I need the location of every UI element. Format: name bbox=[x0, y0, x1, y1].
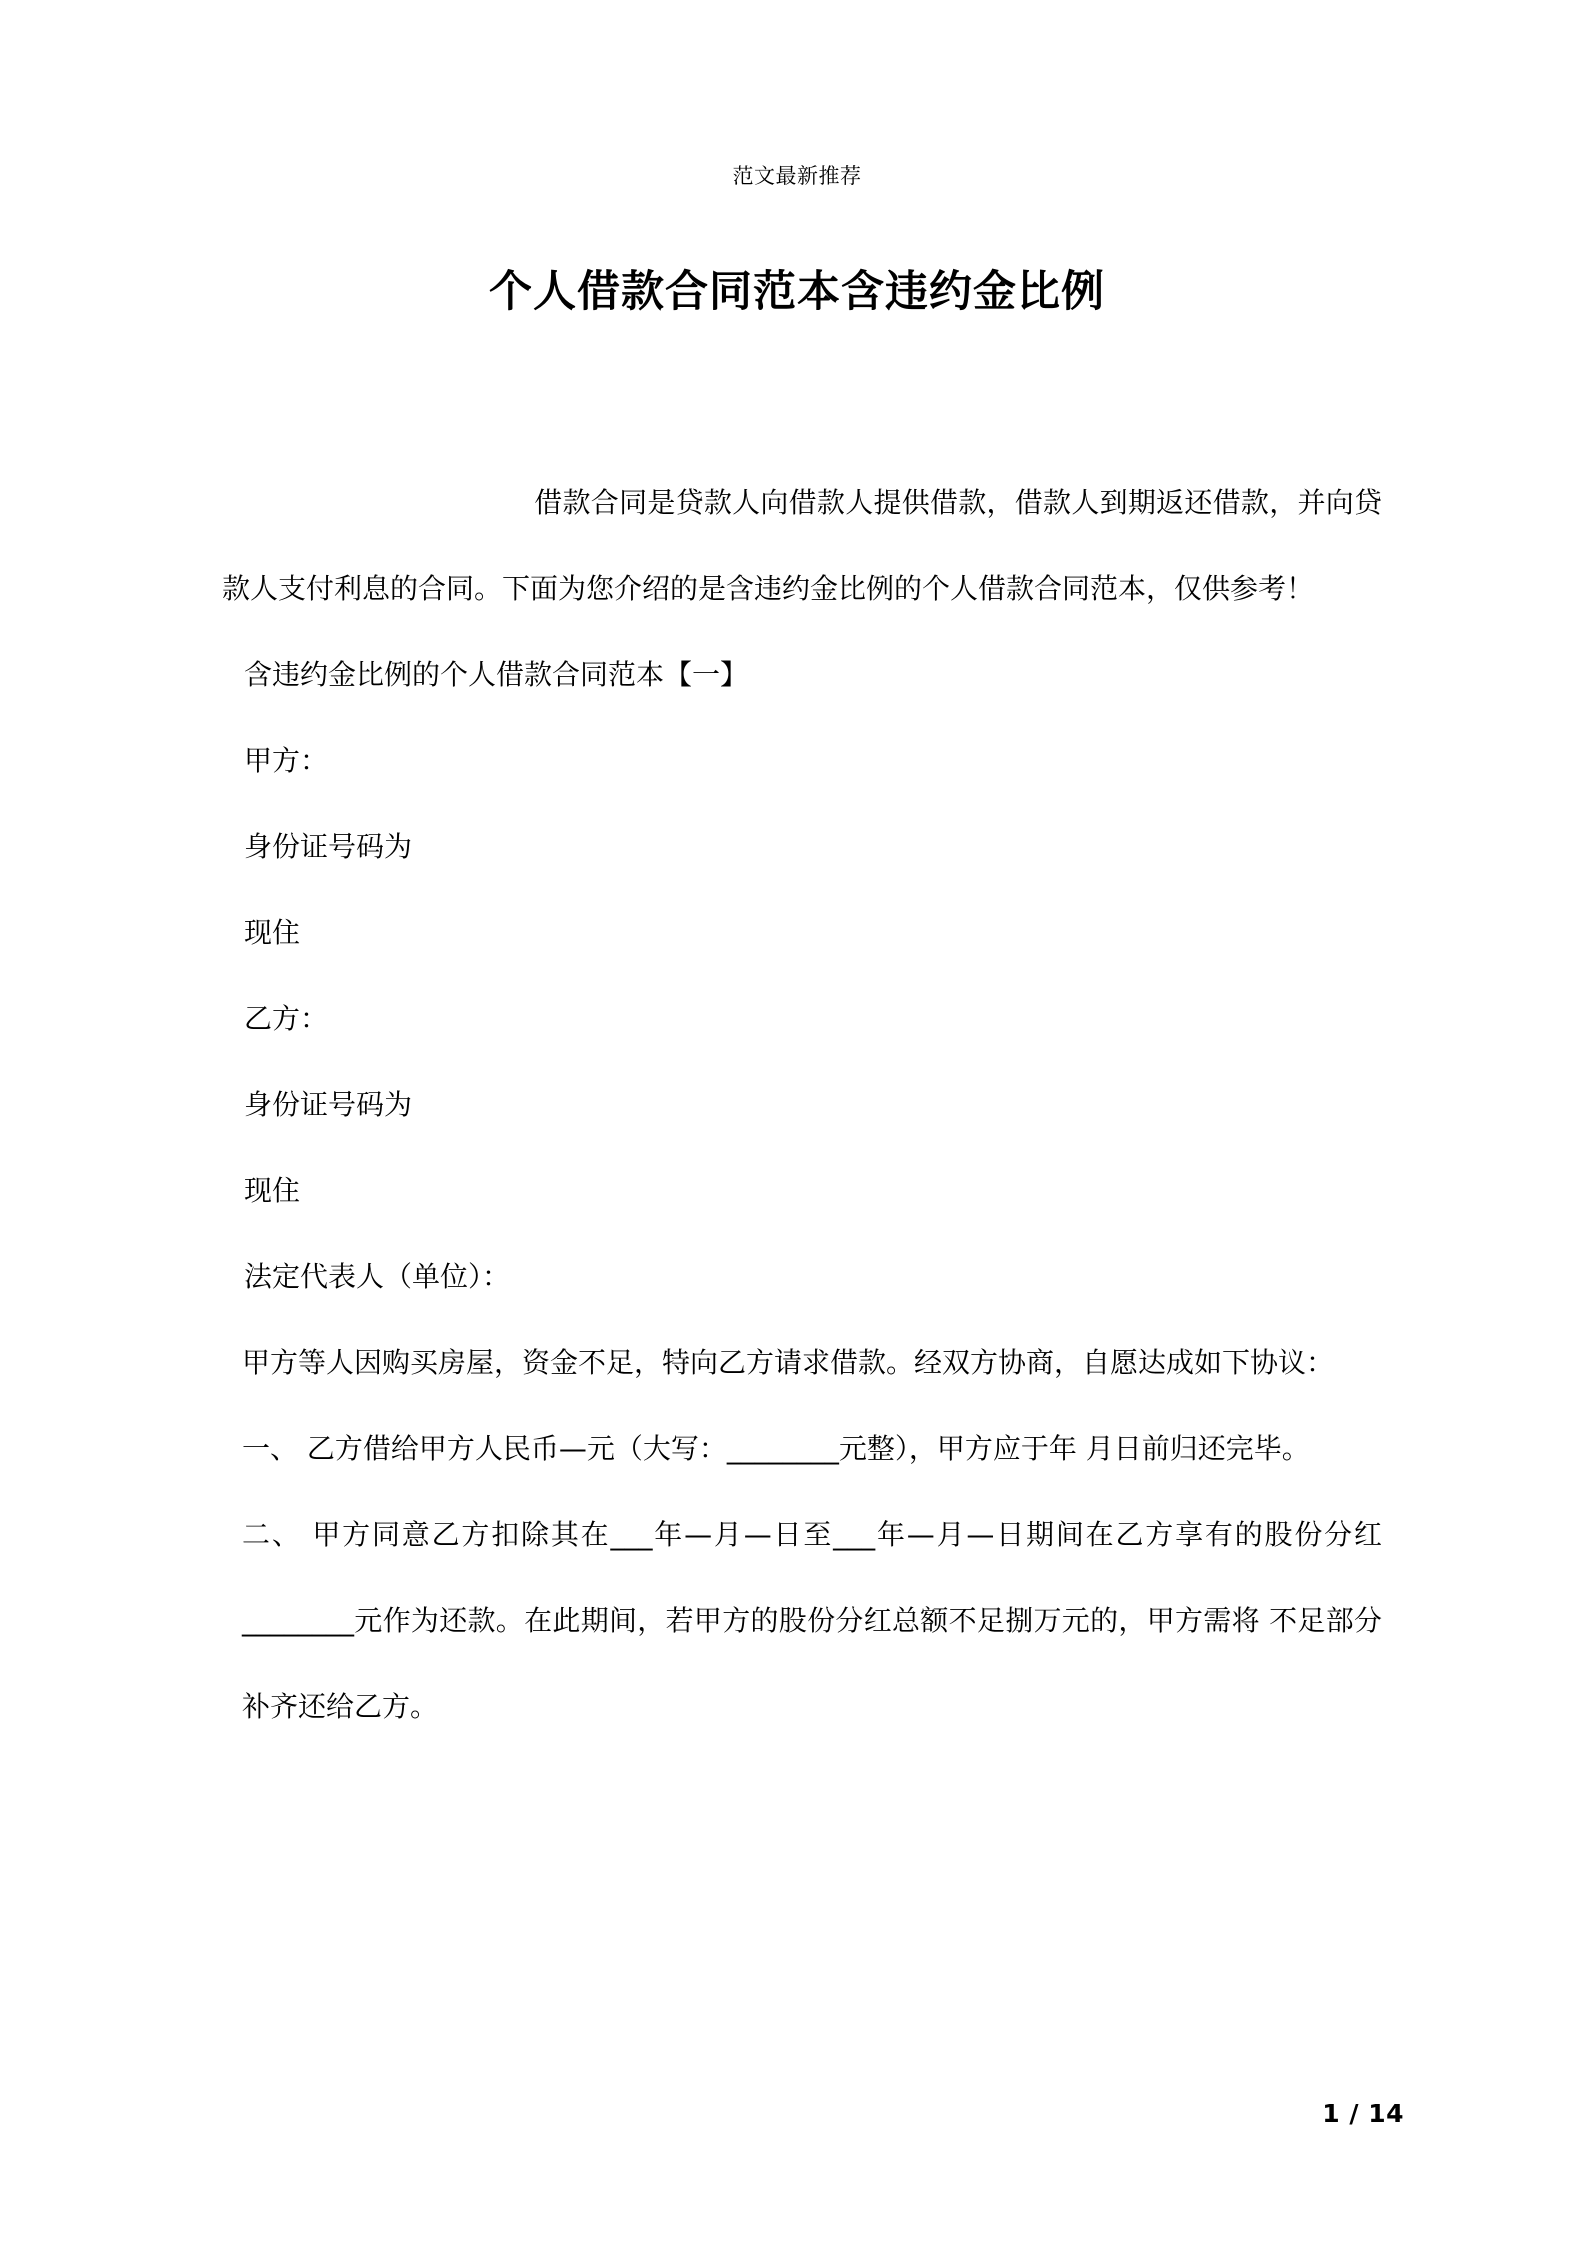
paragraph-text: 借款合同是贷款人向借款人提供借款，借款人到期返还借款，并向贷款人支付利息的合同。下面为您介绍的是含违约金比例的个人借款合同范本，仅供参考！ bbox=[222, 486, 1382, 605]
header-note: 范文最新推荐 bbox=[732, 164, 862, 188]
paragraph-party-a-address: 现住 bbox=[244, 916, 301, 949]
paragraph-preamble: 甲方等人因购买房屋，资金不足，特向乙方请求借款。经双方协商，自愿达成如下协议： bbox=[242, 1346, 1335, 1379]
paragraph-clause-two: 二、 甲方同意乙方扣除其在___年—月—日至___年—月—日期间在乙方享有的股份分红 ________元作为还款。在此期间，若甲方的股份分红总额不足捌万元的，甲方需将 不足部分补齐还给乙方。 bbox=[242, 1518, 1400, 1723]
paragraph-sample-heading: 含违约金比例的个人借款合同范本【一】 bbox=[244, 658, 749, 691]
paragraph-clause-one: 一、 乙方借给甲方人民币—元（大写：________元整），甲方应于年 月日前归还完毕。 bbox=[242, 1432, 1310, 1465]
page-number: 1 / 14 bbox=[1322, 2099, 1404, 2128]
paragraph-party-a-id: 身份证号码为 bbox=[244, 830, 413, 863]
paragraph-intro bbox=[222, 460, 1382, 632]
paragraph-party-b-id: 身份证号码为 bbox=[244, 1088, 413, 1121]
paragraph-party-b-address: 现住 bbox=[244, 1174, 301, 1207]
document-body bbox=[222, 460, 1400, 1750]
paragraph-party-b: 乙方： bbox=[244, 1002, 329, 1035]
paragraph-party-a: 甲方： bbox=[244, 744, 329, 777]
paragraph-legal-representative: 法定代表人（单位）： bbox=[244, 1260, 511, 1293]
page-title: 个人借款合同范本含违约金比例 bbox=[489, 267, 1105, 317]
